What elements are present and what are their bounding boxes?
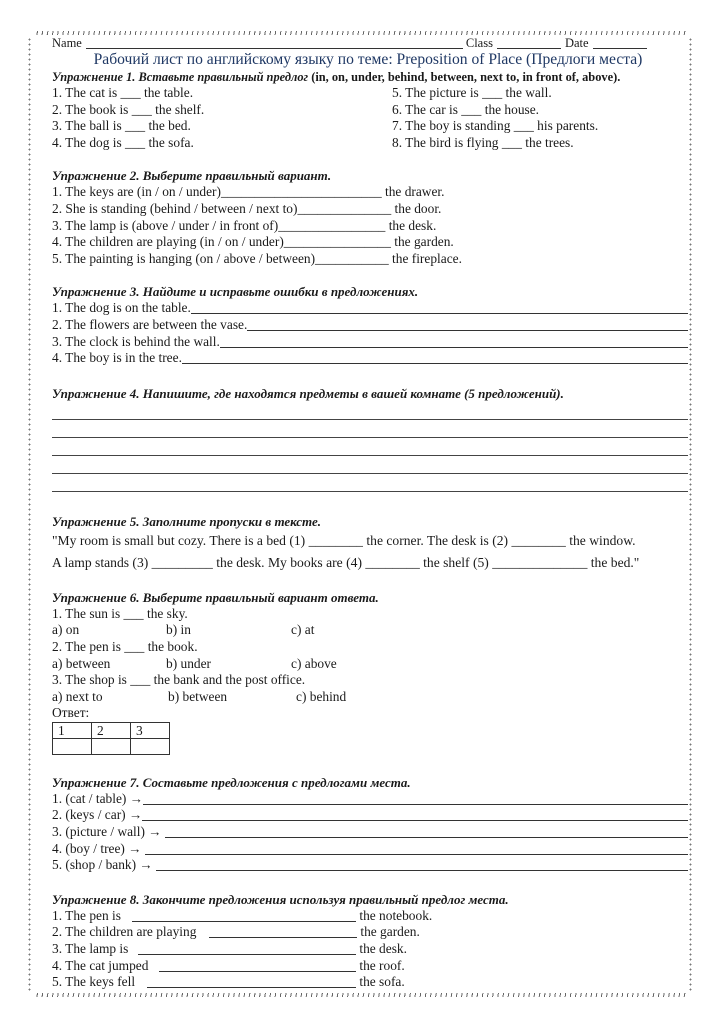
exercise-8-item[interactable]	[52, 941, 688, 958]
exercise-1-item[interactable]: 6. The car is ___ the house.	[392, 101, 540, 117]
exercise-7-item[interactable]	[52, 824, 688, 841]
answer-line[interactable]	[142, 807, 688, 821]
exercise-1-item[interactable]: 8. The bird is flying ___ the trees.	[392, 134, 574, 150]
answer-label: Ответ:	[52, 705, 90, 721]
exercise-1-heading	[52, 69, 688, 85]
answer-blank[interactable]: ________________	[278, 217, 386, 233]
exercise-8-item[interactable]	[52, 908, 688, 925]
item-text: 1. (cat / table) →	[52, 790, 144, 806]
answer-blank[interactable]: ________________	[283, 234, 391, 250]
exercise-1-title: Упражнение 1. Вставьте правильный предлог	[52, 70, 309, 84]
class-field[interactable]	[497, 36, 561, 49]
options-row	[52, 656, 688, 673]
answer-header-3: 3	[131, 722, 170, 738]
exercise-1-item[interactable]: 5. The picture is ___ the wall.	[392, 85, 552, 100]
border-left	[28, 37, 31, 991]
exercise-2-title: Упражнение 2. Выберите правильный вариант.	[52, 168, 332, 184]
exercise-3-item[interactable]	[52, 300, 688, 317]
answer-table	[52, 722, 170, 755]
exercise-8-item[interactable]	[52, 924, 688, 941]
item-text: 2. She is standing (behind / between / next to)	[52, 200, 298, 216]
item-text: 4. (boy / tree) →	[52, 840, 145, 856]
option-c[interactable]: c) at	[291, 622, 315, 638]
option-a[interactable]: a) on	[52, 622, 80, 638]
exercise-2-item[interactable]	[52, 184, 688, 201]
border-right	[689, 37, 692, 991]
exercise-7-item[interactable]	[52, 841, 688, 858]
exercise-7-title: Упражнение 7. Составьте предложения с предлогами места.	[52, 774, 411, 790]
question-text: 2. The pen is ___ the book.	[52, 638, 198, 654]
exercise-1-item[interactable]: 4. The dog is ___ the sofa.	[52, 134, 194, 150]
student-info-row	[52, 36, 688, 51]
answer-line[interactable]	[182, 350, 688, 364]
answer-header-2: 2	[92, 722, 131, 738]
item-text: 3. The lamp is (above / under / in front of)	[52, 217, 279, 233]
item-text: 4. The boy is in the tree.	[52, 350, 182, 366]
item-text: 2. The flowers are between the vase.	[52, 316, 248, 332]
item-text: 2. The children are playing	[52, 924, 200, 940]
answer-line[interactable]	[156, 857, 688, 871]
answer-blank[interactable]	[132, 908, 356, 922]
item-text: 1. The pen is	[52, 907, 125, 923]
answer-blank[interactable]: ________________________	[220, 184, 382, 200]
option-a[interactable]: a) between	[52, 655, 111, 671]
worksheet	[52, 36, 688, 991]
item-text: 5. The painting is hanging (on / above / between)	[52, 250, 316, 266]
answer-line[interactable]	[143, 791, 688, 805]
exercise-1-items	[52, 85, 688, 151]
exercise-1-item[interactable]: 1. The cat is ___ the table.	[52, 85, 194, 100]
option-c[interactable]: c) behind	[296, 688, 347, 704]
exercise-5-text-line[interactable]: A lamp stands (3) _________ the desk. My books are (4) ________ the shelf (5) ______________ the bed."	[52, 554, 640, 570]
item-text: the fireplace.	[388, 250, 462, 266]
item-text: 5. The keys fell	[52, 974, 139, 990]
answer-blank[interactable]	[209, 924, 357, 938]
exercise-7-item[interactable]	[52, 791, 688, 808]
item-text: 2. (keys / car) →	[52, 807, 143, 823]
item-text: 3. The clock is behind the wall.	[52, 333, 220, 349]
options-row	[52, 622, 688, 639]
exercise-2-item[interactable]	[52, 234, 688, 251]
question-text: 3. The shop is ___ the bank and the post office.	[52, 672, 306, 688]
answer-line[interactable]	[145, 841, 688, 855]
item-text: the desk.	[356, 941, 407, 957]
answer-blank[interactable]	[147, 974, 356, 988]
exercise-5-title: Упражнение 5. Заполните пропуски в тексте.	[52, 513, 322, 529]
item-text: 5. (shop / bank) →	[52, 857, 157, 873]
answer-cell-1[interactable]	[53, 738, 92, 754]
exercise-2-item[interactable]	[52, 218, 688, 235]
exercise-8-title: Упражнение 8. Закончите предложения используя правильный предлог места.	[52, 891, 509, 907]
exercise-3-item[interactable]	[52, 334, 688, 351]
writing-line[interactable]	[52, 474, 688, 492]
option-b[interactable]: b) between	[168, 688, 228, 704]
options-row	[52, 689, 688, 706]
worksheet-title: Рабочий лист по английскому языку по теме: Preposition of Place (Предлоги места)	[93, 51, 643, 68]
exercise-5-text-line[interactable]: "My room is small but cozy. There is a bed (1) ________ the corner. The desk is (2) ________ the window.	[52, 532, 636, 548]
writing-line[interactable]	[52, 456, 688, 474]
answer-cell-3[interactable]	[131, 738, 170, 754]
option-c[interactable]: c) above	[291, 655, 337, 671]
exercise-6-title: Упражнение 6. Выберите правильный вариант ответа.	[52, 589, 379, 605]
exercise-2-item[interactable]	[52, 251, 688, 268]
class-label: Class	[465, 36, 493, 50]
answer-blank[interactable]	[138, 941, 356, 955]
answer-blank[interactable]: ______________	[297, 200, 392, 216]
exercise-3-title: Упражнение 3. Найдите и исправьте ошибки в предложениях.	[52, 284, 419, 300]
writing-line[interactable]	[52, 402, 688, 420]
item-text: the drawer.	[381, 184, 445, 200]
exercise-1-item[interactable]: 3. The ball is ___ the bed.	[52, 118, 191, 134]
name-field[interactable]	[86, 36, 463, 49]
exercise-1-hint: (in, on, under, behind, between, next to, in front of, above).	[308, 70, 621, 84]
item-text: the desk.	[385, 217, 437, 233]
item-text: the door.	[391, 200, 442, 216]
answer-line[interactable]	[220, 334, 688, 348]
answer-header-1: 1	[53, 722, 92, 738]
item-text: 3. The lamp is	[52, 941, 132, 957]
item-text: 1. The keys are (in / on / under)	[52, 184, 221, 200]
exercise-7-item[interactable]	[52, 857, 688, 874]
item-text: the garden.	[390, 234, 454, 250]
exercise-1-item[interactable]: 7. The boy is standing ___ his parents.	[392, 118, 599, 134]
item-text: the notebook.	[356, 907, 433, 923]
writing-line[interactable]	[52, 420, 688, 438]
answer-line[interactable]	[191, 300, 688, 314]
item-text: the roof.	[356, 957, 405, 973]
item-text: 4. The cat jumped	[52, 957, 152, 973]
answer-cell-2[interactable]	[92, 738, 131, 754]
border-top	[34, 31, 686, 35]
exercise-3-item[interactable]	[52, 350, 688, 367]
date-label: Date	[564, 36, 589, 50]
question-text: 1. The sun is ___ the sky.	[52, 605, 188, 621]
item-text: 3. (picture / wall) →	[52, 824, 166, 840]
option-a[interactable]: a) next to	[52, 688, 103, 704]
writing-line[interactable]	[52, 438, 688, 456]
answer-line[interactable]	[247, 317, 688, 331]
item-text: 4. The children are playing (in / on / under)	[52, 234, 284, 250]
answer-line[interactable]	[165, 824, 688, 838]
item-text: the garden.	[357, 924, 420, 940]
exercise-2-item[interactable]	[52, 201, 688, 218]
exercise-4-title: Упражнение 4. Напишите, где находятся предметы в вашей комнате (5 предложений).	[52, 385, 564, 401]
date-field[interactable]	[593, 36, 647, 49]
exercise-7-item[interactable]	[52, 807, 688, 824]
exercise-1-item[interactable]: 2. The book is ___ the shelf.	[52, 101, 205, 117]
answer-blank[interactable]: ___________	[315, 250, 389, 266]
exercise-3-item[interactable]	[52, 317, 688, 334]
option-b[interactable]: b) in	[166, 622, 191, 638]
answer-blank[interactable]	[159, 958, 356, 972]
item-text: the sofa.	[356, 974, 405, 990]
option-b[interactable]: b) under	[166, 655, 211, 671]
exercise-8-item[interactable]	[52, 958, 688, 975]
border-bottom	[34, 993, 686, 997]
name-label: Name	[52, 36, 82, 50]
item-text: 1. The dog is on the table.	[52, 300, 191, 316]
exercise-8-item[interactable]	[52, 974, 688, 991]
